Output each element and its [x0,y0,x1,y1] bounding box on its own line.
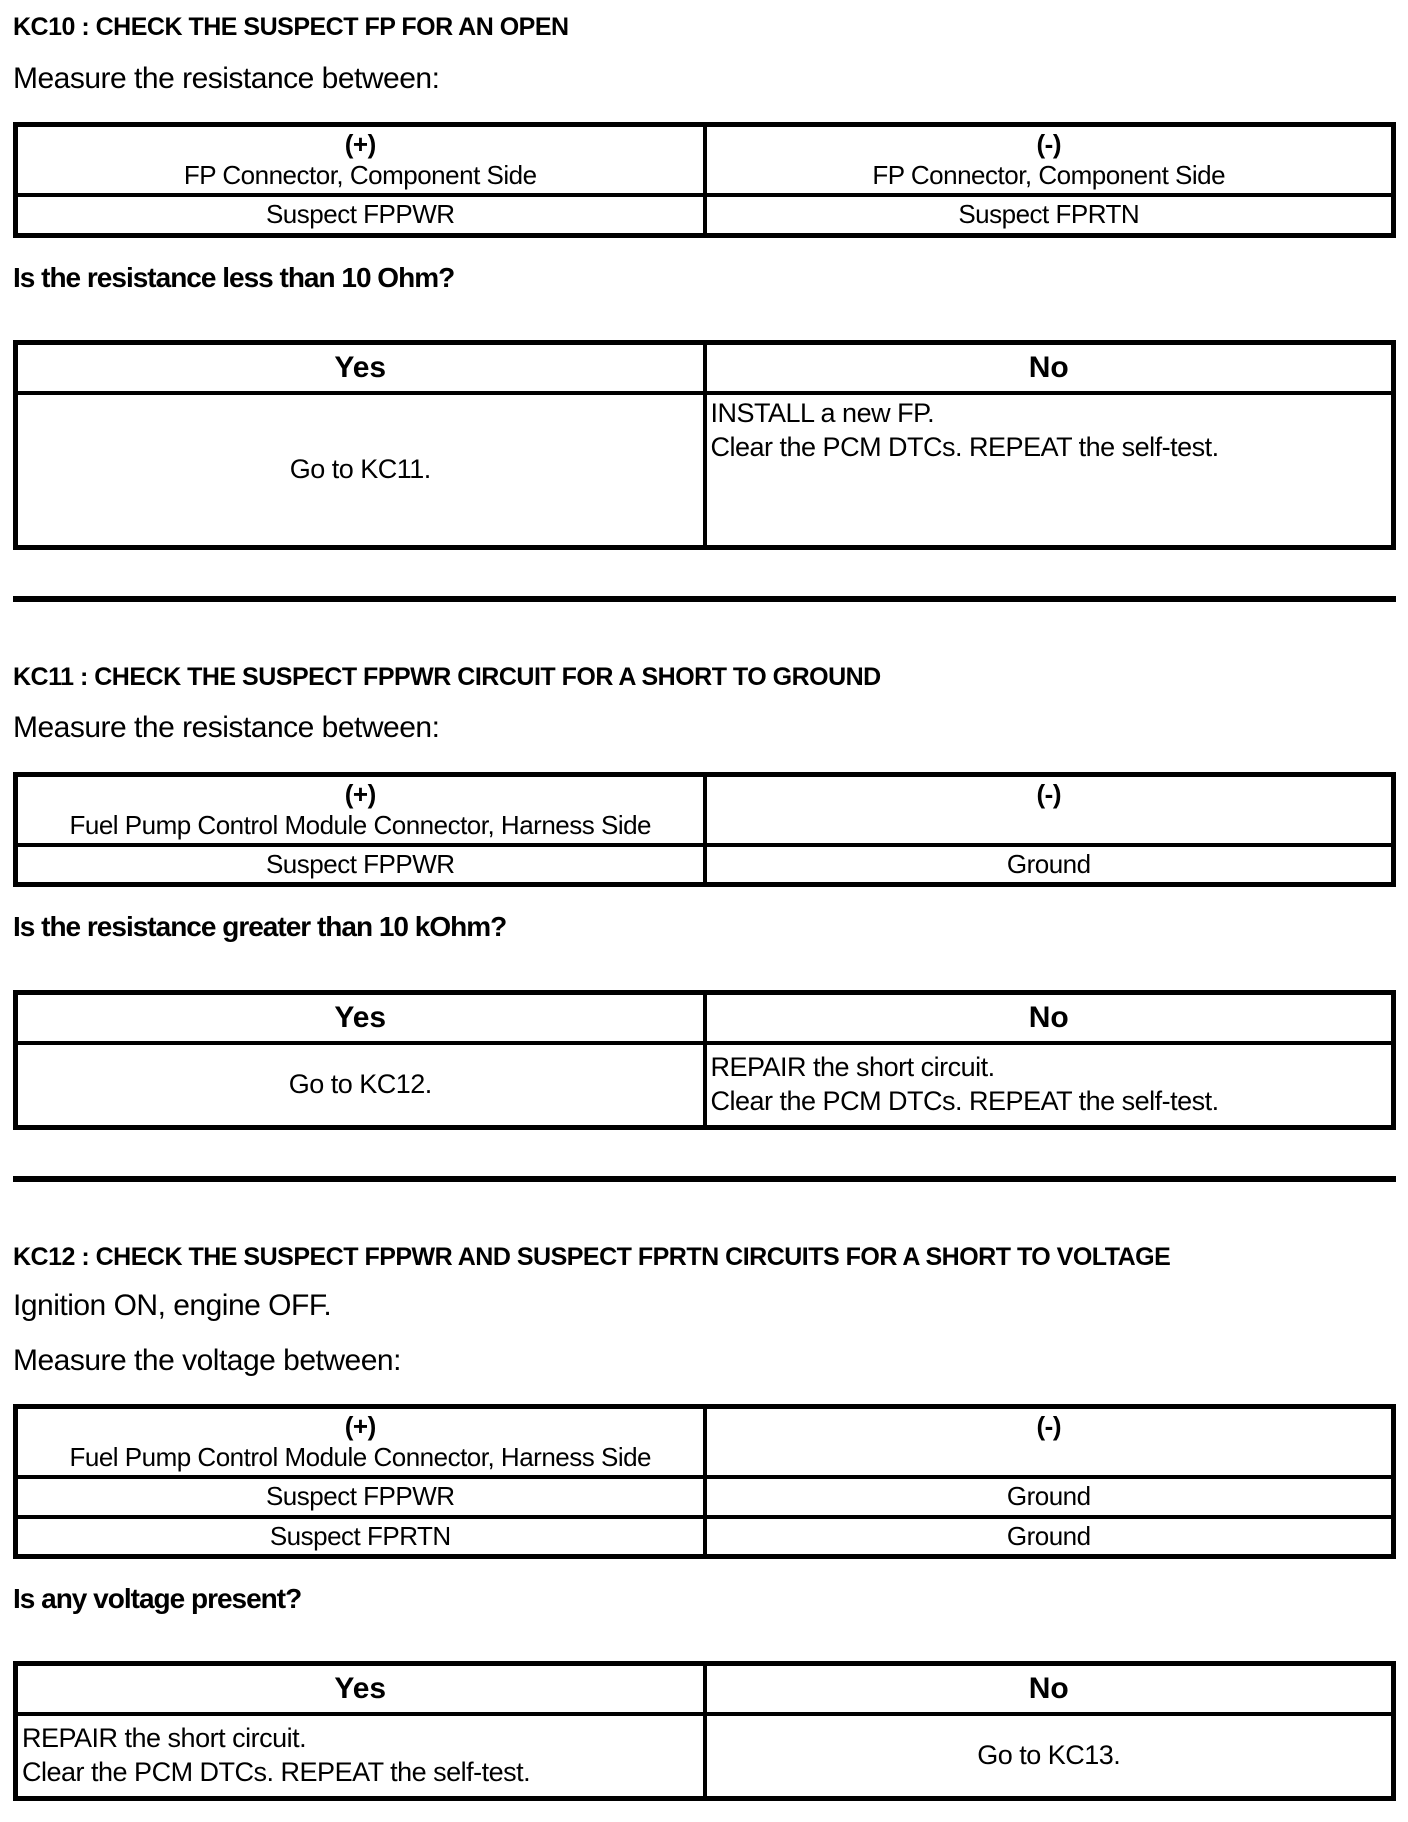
instruction-line: Measure the voltage between: [13,1343,401,1377]
circuit-cell: Suspect FPRTN [16,1517,705,1557]
table-row [16,1477,1394,1516]
decision-header-row [16,1663,1394,1714]
test-step-kc12 [13,1244,1396,1822]
polarity-plus-label: (+) [344,778,376,809]
circuit-cell: Suspect FPRTN [705,195,1394,235]
section-divider [13,1176,1396,1182]
decision-body-row [16,1714,1394,1799]
step-title: KC10 : CHECK THE SUSPECT FP FOR AN OPEN [13,13,569,41]
no-header: No [705,1663,1394,1714]
polarity-minus-label: (-) [1036,778,1061,809]
action-line: REPAIR the short circuit. [22,1723,307,1754]
table-row [16,195,1394,235]
yes-action-cell [16,1043,705,1128]
yes-header: Yes [16,342,705,393]
no-action-cell [705,1714,1394,1799]
circuit-cell: Ground [705,845,1394,885]
step-question: Is the resistance greater than 10 kOhm? [13,911,507,943]
test-step-kc10 [13,14,1396,602]
instruction-line: Ignition ON, engine OFF. [13,1289,332,1322]
measurement-table [13,122,1396,238]
yes-header: Yes [16,992,705,1043]
decision-body-row [16,1043,1394,1128]
polarity-plus-label: (+) [344,129,376,159]
decision-header-row [16,342,1394,393]
connector-label: FP Connector, Component Side [872,160,1226,191]
yes-action-cell [16,393,705,548]
connector-label: FP Connector, Component Side [183,160,537,191]
circuit-cell: Ground [705,1517,1394,1557]
action-line: Go to KC11. [289,453,431,484]
circuit-cell: Suspect FPPWR [16,195,705,235]
table-header-row [16,1407,1394,1478]
yes-header: Yes [16,1663,705,1714]
measurement-table [13,1404,1396,1559]
action-line: Clear the PCM DTCs. REPEAT the self-test. [710,431,1219,462]
decision-table [13,990,1396,1130]
positive-lead-header [16,125,705,196]
table-header-row [16,774,1394,845]
connector-label: Fuel Pump Control Module Connector, Harness Side [69,1442,652,1473]
test-step-kc11 [13,664,1396,1182]
negative-lead-header [705,1407,1394,1478]
action-line: REPAIR the short circuit. [710,1051,995,1082]
action-line: Go to KC13. [977,1740,1121,1771]
circuit-cell: Suspect FPPWR [16,845,705,885]
instruction-line: Measure the resistance between: [13,711,440,745]
step-title: KC12 : CHECK THE SUSPECT FPPWR AND SUSPECT FPRTN CIRCUITS FOR A SHORT TO VOLTAGE [13,1242,1171,1271]
decision-table [13,340,1396,550]
negative-lead-header [705,774,1394,845]
positive-lead-header [16,1407,705,1478]
decision-table [13,1661,1396,1801]
polarity-plus-label: (+) [344,1411,376,1441]
no-header: No [705,992,1394,1043]
measurement-table [13,772,1396,888]
circuit-cell: Suspect FPPWR [16,1477,705,1516]
no-action-cell [705,1043,1394,1128]
action-line: Clear the PCM DTCs. REPEAT the self-test. [22,1756,531,1787]
no-action-cell [705,393,1394,548]
action-line: Clear the PCM DTCs. REPEAT the self-test. [710,1085,1219,1116]
decision-header-row [16,992,1394,1043]
circuit-cell: Ground [705,1477,1394,1516]
polarity-minus-label: (-) [1036,129,1061,159]
step-question: Is any voltage present? [13,1582,302,1614]
action-line: Go to KC12. [288,1068,432,1099]
table-row [16,1517,1394,1557]
yes-action-cell [16,1714,705,1799]
connector-label: Fuel Pump Control Module Connector, Harness Side [69,809,652,840]
step-title: KC11 : CHECK THE SUSPECT FPPWR CIRCUIT FOR A SHORT TO GROUND [13,662,881,691]
no-header: No [705,342,1394,393]
instruction-line: Measure the resistance between: [13,61,440,95]
section-divider [13,596,1396,602]
step-question: Is the resistance less than 10 Ohm? [13,261,455,293]
polarity-minus-label: (-) [1036,1411,1061,1441]
table-header-row [16,125,1394,196]
negative-lead-header [705,125,1394,196]
positive-lead-header [16,774,705,845]
decision-body-row [16,393,1394,548]
action-line: INSTALL a new FP. [710,397,935,428]
table-row [16,845,1394,885]
